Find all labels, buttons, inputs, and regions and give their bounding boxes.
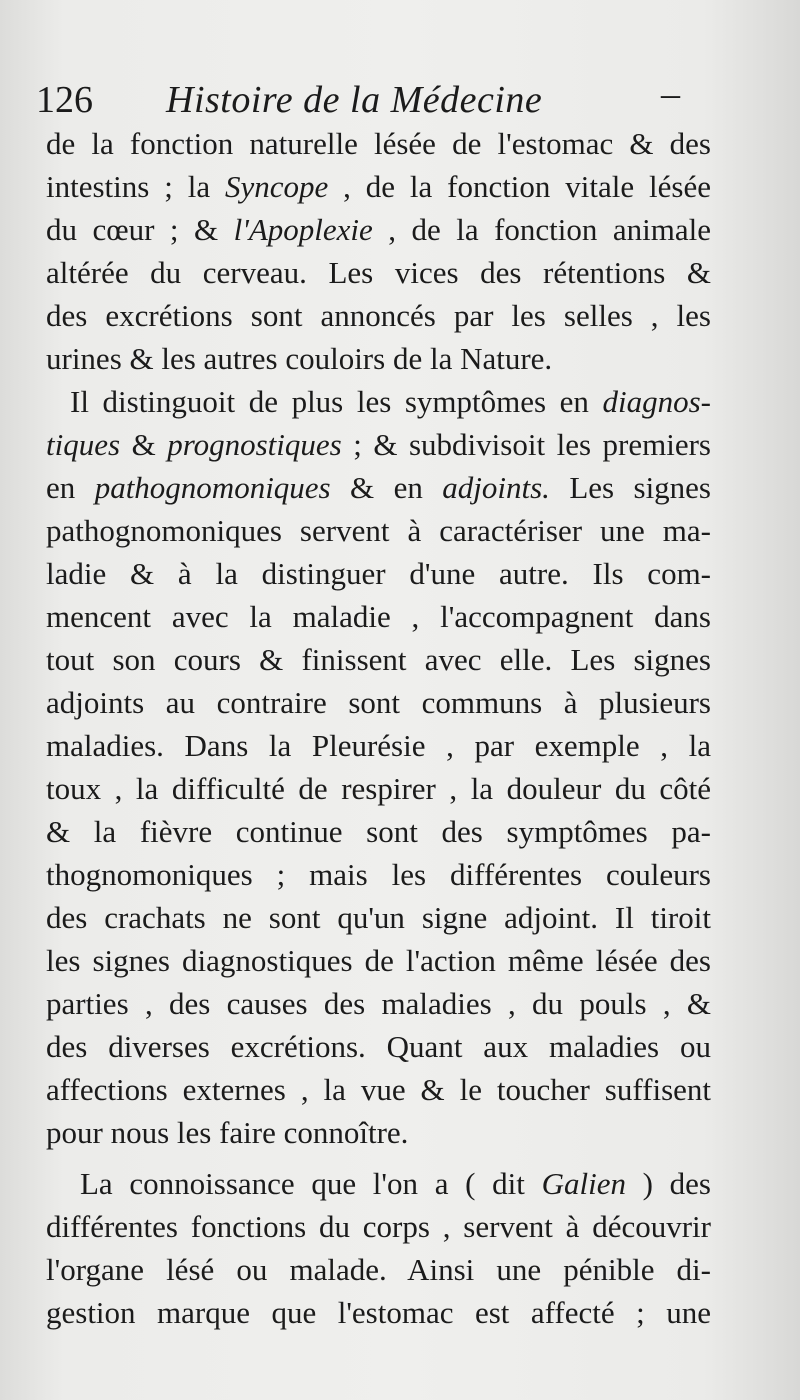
text-line [46, 251, 711, 294]
text-span: altérée du cerveau. Les vices des rétentions & [46, 255, 711, 290]
text-span: & en [330, 470, 443, 505]
text-line [46, 1205, 711, 1248]
text-line [46, 294, 711, 337]
text-span: diagnos- [602, 384, 711, 419]
text-span: des crachats ne sont qu'un signe adjoint. Il tiroit [46, 900, 711, 935]
text-line [46, 1068, 711, 1111]
text-span: l'Apoplexie [233, 212, 373, 247]
text-span: mencent avec la maladie , l'accompagnent dans [46, 599, 711, 634]
text-line [46, 337, 711, 380]
text-span: du cœur ; & [46, 212, 234, 247]
text-line [46, 939, 711, 982]
text-span: pathognomoniques [94, 470, 331, 505]
text-span: Les signes [549, 470, 711, 505]
text-line [46, 1025, 711, 1068]
text-span: Galien [541, 1166, 626, 1201]
text-line [46, 638, 711, 681]
text-span: urines & les autres couloirs de la Nature. [46, 341, 553, 376]
text-line [46, 853, 711, 896]
text-line [46, 724, 711, 767]
text-span: affections externes , la vue & le toucher suffisent [46, 1072, 711, 1107]
header-dash: – [661, 73, 680, 115]
text-line [46, 767, 711, 810]
text-line [46, 165, 711, 208]
text-span: prognostiques [167, 427, 342, 462]
text-line [46, 1291, 711, 1334]
text-span: différentes fonctions du corps , servent à découvrir [46, 1209, 711, 1244]
text-span: maladies. Dans la Pleurésie , par exemple , la [46, 728, 711, 763]
text-span: parties , des causes des maladies , du pouls , & [46, 986, 711, 1021]
text-span: toux , la difficulté de respirer , la douleur du côté [46, 771, 711, 806]
text-span: les signes diagnostiques de l'action même lésée des [46, 943, 711, 978]
text-line [46, 681, 711, 724]
text-line [46, 122, 711, 165]
text-span: La connoissance que l'on a ( dit [80, 1166, 542, 1201]
text-span: adjoints au contraire sont communs à plusieurs [46, 685, 711, 720]
text-span: en [46, 470, 95, 505]
text-line [46, 810, 711, 853]
text-span: adjoints. [442, 470, 550, 505]
text-line [46, 1111, 711, 1154]
text-line [46, 982, 711, 1025]
text-line [46, 552, 711, 595]
text-span: ) des [625, 1166, 711, 1201]
text-line [46, 1162, 711, 1205]
text-span: tout son cours & finissent avec elle. Les signes [46, 642, 711, 677]
body-text [46, 122, 711, 1334]
text-span: pathognomoniques servent à caractériser une ma- [46, 513, 711, 548]
text-span: & [120, 427, 168, 462]
text-span: ladie & à la distinguer d'une autre. Ils com- [46, 556, 711, 591]
text-line [46, 208, 711, 251]
text-span: de la fonction naturelle lésée de l'estomac & des [46, 126, 711, 161]
text-span: pour nous les faire connoître. [46, 1115, 409, 1150]
text-span: , de la fonction animale [372, 212, 711, 247]
text-line [46, 896, 711, 939]
text-span: tiques [46, 427, 121, 462]
text-line [46, 380, 711, 423]
text-span: & la fièvre continue sont des symptômes pa- [46, 814, 711, 849]
text-line [46, 466, 711, 509]
paragraph-gap [46, 1154, 711, 1162]
text-span: gestion marque que l'estomac est affecté ; une [46, 1295, 711, 1330]
page-number: 126 [36, 79, 93, 121]
text-span: Syncope [224, 169, 329, 204]
page-header [36, 72, 756, 128]
text-span: l'organe lésé ou malade. Ainsi une pénible di- [46, 1252, 711, 1287]
text-span: Il distinguoit de plus les symptômes en [70, 384, 603, 419]
text-span: , de la fonction vitale lésée [328, 169, 711, 204]
text-span: des excrétions sont annoncés par les selles , les [46, 298, 711, 333]
text-line [46, 595, 711, 638]
text-span: thognomoniques ; mais les différentes couleurs [46, 857, 711, 892]
text-line [46, 509, 711, 552]
text-span: ; & subdivisoit les premiers [341, 427, 711, 462]
running-title: Histoire de la Médecine [166, 79, 543, 121]
text-line [46, 1248, 711, 1291]
text-span: des diverses excrétions. Quant aux maladies ou [46, 1029, 711, 1064]
text-line [46, 423, 711, 466]
text-span: intestins ; la [46, 169, 225, 204]
